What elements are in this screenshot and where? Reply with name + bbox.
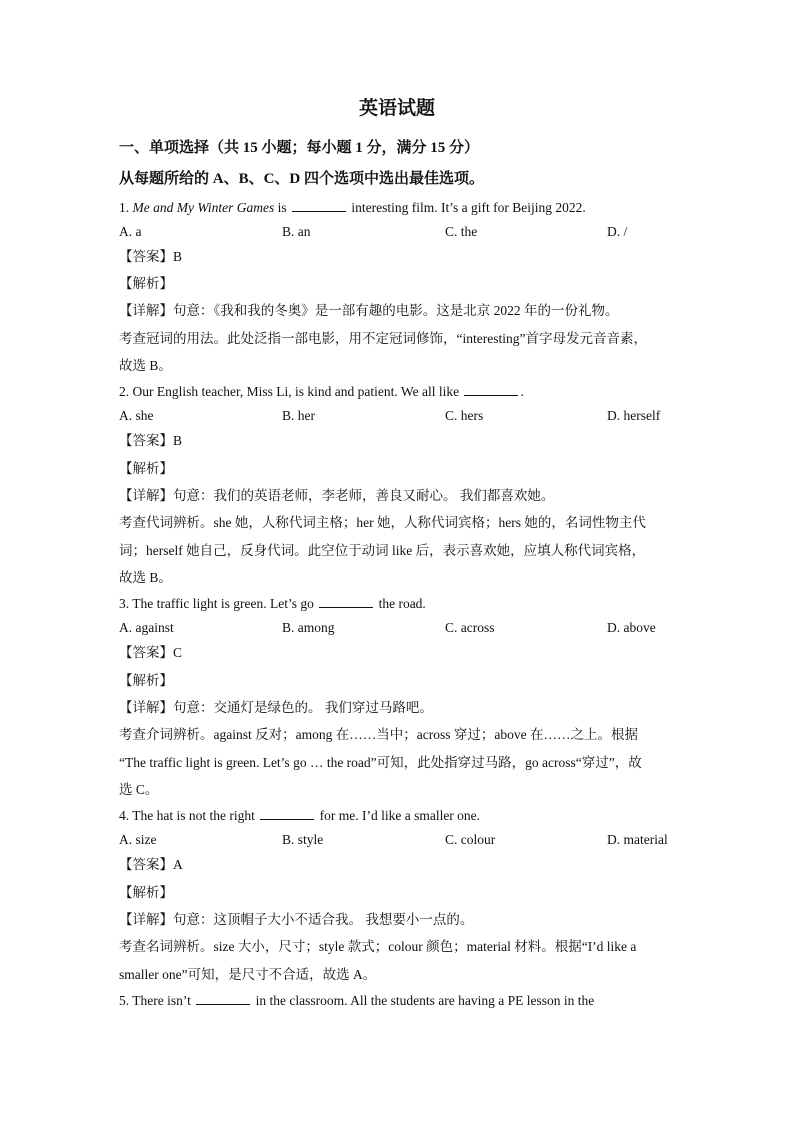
section-instruction: 从每题所给的 A、B、C、D 四个选项中选出最佳选项。	[119, 171, 485, 187]
question-text: for me. I’d like a smaller one.	[319, 808, 481, 823]
question-3	[119, 595, 426, 613]
option-a: A. size	[119, 832, 157, 847]
answer-label: 【答案】C	[119, 645, 183, 660]
option-a: A. a	[119, 224, 142, 239]
answer-label: 【答案】A	[119, 857, 183, 872]
analysis-label: 【解析】	[119, 885, 173, 900]
option-c: C. hers	[445, 408, 484, 423]
question-5	[119, 992, 594, 1010]
answer-label: 【答案】B	[119, 249, 183, 264]
question-text: .	[520, 384, 524, 399]
detail-text: 【详解】句意：我们的英语老师，李老师，善良又耐心。 我们都喜欢她。	[119, 488, 555, 503]
detail-text: 【详解】句意：这顶帽子大小不适合我。 我想要小一点的。	[119, 912, 474, 927]
question-text: 4. The hat is not the right	[119, 808, 255, 823]
question-text: is	[274, 200, 287, 215]
answer-blank	[319, 595, 373, 608]
question-text: interesting film. It’s a gift for Beijing 2022.	[351, 200, 586, 215]
explanation-text: 故选 B。	[119, 358, 172, 373]
question-text: 2. Our English teacher, Miss Li, is kind and patient. We all like	[119, 384, 460, 399]
option-a: A. she	[119, 408, 154, 423]
question-1	[119, 199, 586, 217]
option-c: C. the	[445, 224, 478, 239]
explanation-text: 考查名词辨析。size 大小，尺寸；style 款式；colour 颜色；material 材料。根据“I’d like a	[119, 939, 637, 954]
question-text: 3. The traffic light is green. Let’s go	[119, 596, 314, 611]
answer-blank	[464, 383, 518, 396]
analysis-label: 【解析】	[119, 276, 173, 291]
option-b: B. style	[282, 832, 324, 847]
question-text: in the classroom. All the students are having a PE lesson in the	[255, 993, 595, 1008]
analysis-label: 【解析】	[119, 673, 173, 688]
answer-blank	[292, 199, 346, 212]
option-d: D. above	[607, 620, 656, 635]
option-b: B. her	[282, 408, 315, 423]
answer-label: 【答案】B	[119, 433, 183, 448]
page-title: 英语试题	[358, 98, 435, 119]
option-b: B. an	[282, 224, 311, 239]
explanation-text: 故选 B。	[119, 570, 172, 585]
option-d: D. material	[607, 832, 668, 847]
question-2	[119, 383, 524, 401]
answer-blank	[196, 992, 250, 1005]
detail-text: 【详解】句意：《我和我的冬奥》是一部有趣的电影。这是北京 2022 年的一份礼物。	[119, 303, 619, 318]
answer-blank	[260, 807, 314, 820]
question-number: 1.	[119, 200, 130, 215]
explanation-text: 词；herself 她自己，反身代词。此空位于动词 like 后，表示喜欢她，应填人称代词宾格，	[119, 543, 646, 558]
detail-text: 【详解】句意：交通灯是绿色的。 我们穿过马路吧。	[119, 700, 433, 715]
explanation-text: 考查代词辨析。she 她，人称代词主格；her 她，人称代词宾格；hers 她的，名词性物主代	[119, 515, 646, 530]
explanation-text: 选 C。	[119, 782, 159, 797]
explanation-text: smaller one”可知，是尺寸不合适，故选 A。	[119, 967, 377, 982]
question-text: the road.	[378, 596, 426, 611]
option-d: D. herself	[607, 408, 661, 423]
question-text: 5. There isn’t	[119, 993, 191, 1008]
question-4	[119, 807, 480, 825]
option-b: B. among	[282, 620, 335, 635]
option-a: A. against	[119, 620, 174, 635]
option-c: C. across	[445, 620, 495, 635]
section-heading: 一、单项选择（共 15 小题；每小题 1 分，满分 15 分）	[119, 140, 480, 156]
film-title: Me and My Winter Games	[132, 200, 275, 215]
explanation-text: “The traffic light is green. Let’s go … the road”可知，此处指穿过马路，go across“穿过”，故	[119, 755, 642, 770]
explanation-text: 考查介词辨析。against 反对；among 在……当中；across 穿过；above 在……之上。根据	[119, 727, 638, 742]
explanation-text: 考查冠词的用法。此处泛指一部电影，用不定冠词修饰，“interesting”首字母发元音音素，	[119, 331, 647, 346]
option-c: C. colour	[445, 832, 496, 847]
option-d: D. /	[607, 224, 628, 239]
analysis-label: 【解析】	[119, 461, 173, 476]
